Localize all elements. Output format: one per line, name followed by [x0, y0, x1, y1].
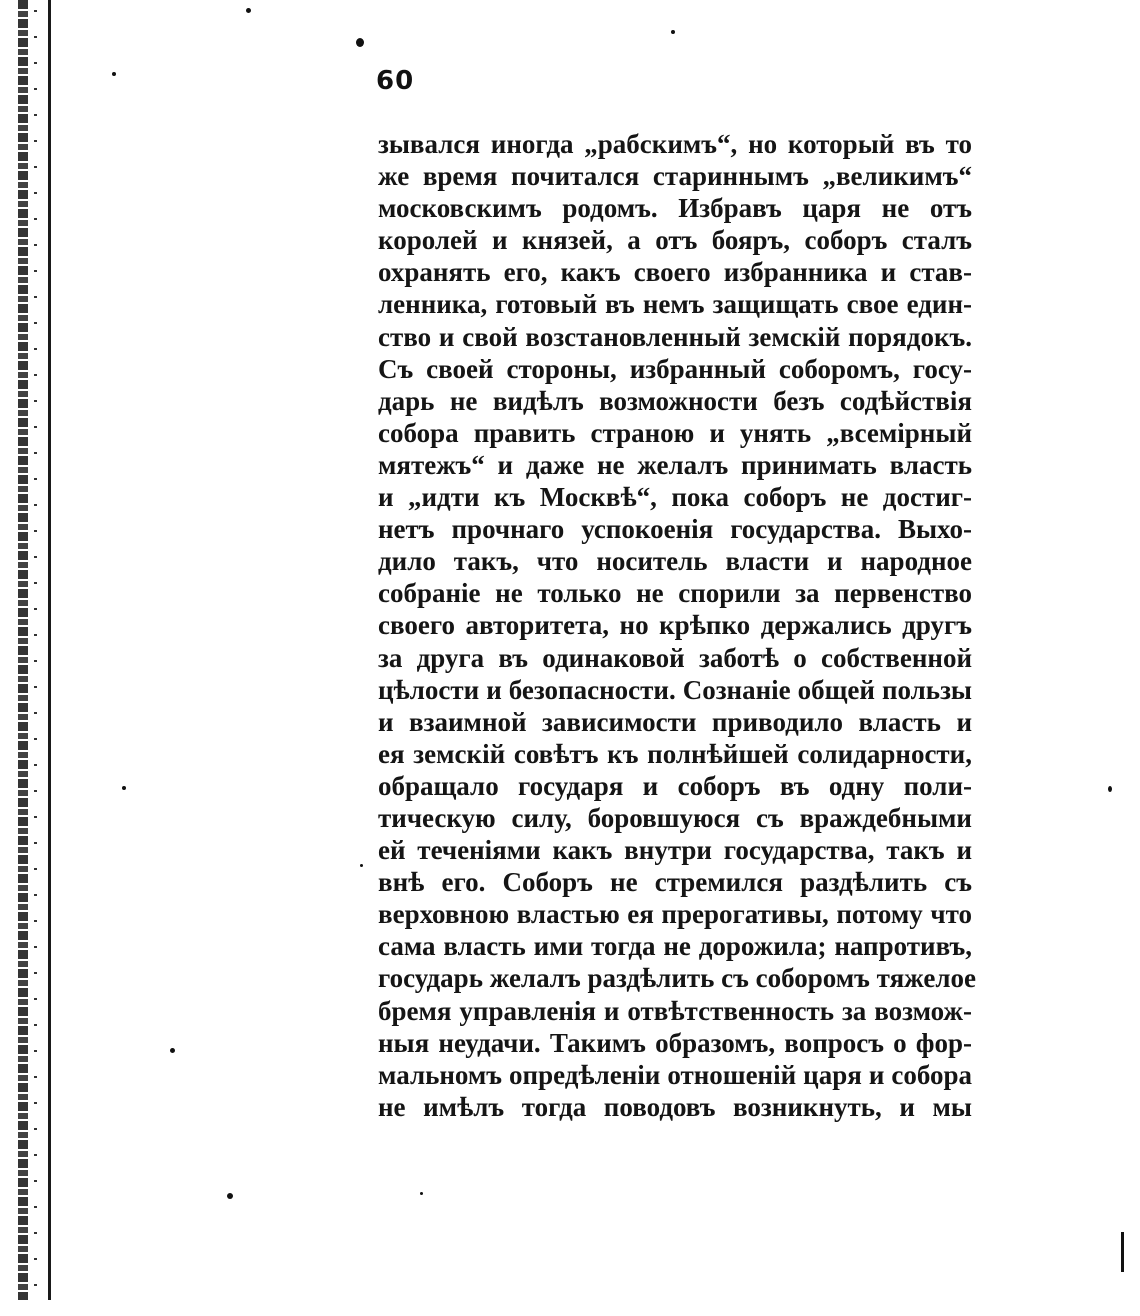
- text-line: цѣлости и безопасности. Сознаніе общей пользы: [378, 674, 972, 705]
- text-line: государь желалъ раздѣлить съ соборомъ тяжелое: [378, 963, 977, 994]
- text-line: собраніе не только не спорили за первенство: [378, 578, 972, 609]
- text-line: охранять его, какъ своего избранника и став-: [378, 257, 972, 288]
- text-line: не имѣлъ тогда поводовъ возникнуть, и мы: [378, 1091, 972, 1122]
- binding-rule: [48, 0, 51, 1300]
- text-line: обращало государя и соборъ въ одну поли-: [378, 770, 972, 801]
- scan-speck: [360, 864, 363, 867]
- text-line: королей и князей, а отъ бояръ, соборъ сталъ: [378, 225, 972, 256]
- text-line: нетъ прочнаго успокоенія государства. Выхо-: [378, 514, 972, 545]
- text-line: Съ своей стороны, избранный соборомъ, госу-: [378, 353, 972, 384]
- page-number: 60: [376, 66, 415, 96]
- text-line: сама власть ими тогда не дорожила; напротивъ,: [378, 931, 972, 962]
- scan-speck: [122, 786, 126, 790]
- scan-speck: [420, 1192, 423, 1195]
- text-line: ство и свой возстановленный земскій порядокъ.: [378, 321, 972, 352]
- text-line: ей теченіями какъ внутри государства, такъ и: [378, 835, 972, 866]
- scan-speck: [246, 8, 251, 13]
- text-line: мятежъ“ и даже не желалъ принимать власть: [378, 449, 972, 480]
- text-line: ныя неудачи. Такимъ образомъ, вопросъ о фор-: [378, 1027, 972, 1058]
- binding-edge: [18, 0, 28, 1300]
- binding-noise: [34, 10, 37, 1290]
- text-line: ленника, готовый въ немъ защищать свое един-: [378, 289, 972, 320]
- text-line: мальномъ опредѣленіи отношеній царя и собора: [378, 1059, 972, 1090]
- text-line: же время почитался стариннымъ „великимъ“: [378, 161, 972, 192]
- text-line: дило такъ, что носитель власти и народное: [378, 546, 972, 577]
- text-line: бремя управленія и отвѣтственность за возмож-: [378, 995, 972, 1026]
- text-line: дарь не видѣлъ возможности безъ содѣйствія: [378, 385, 972, 416]
- text-line: своего авторитета, но крѣпко держались другъ: [378, 610, 972, 641]
- text-line: московскимъ родомъ. Избравъ царя не отъ: [378, 193, 972, 224]
- scan-speck: [356, 38, 364, 47]
- scan-speck: [671, 30, 675, 34]
- text-line: и „идти къ Москвѣ“, пока соборъ не достиг-: [378, 482, 972, 513]
- scan-speck: [170, 1048, 175, 1053]
- text-line: зывался иногда „рабскимъ“, но который въ то: [378, 129, 972, 159]
- text-line: и взаимной зависимости приводило власть и: [378, 706, 972, 737]
- scan-edge-mark: [1121, 1232, 1124, 1272]
- text-line: тическую силу, боровшуюся съ враждебными: [378, 802, 972, 833]
- text-line: верховною властью ея прерогативы, потому что: [378, 899, 972, 930]
- text-line: собора править страною и унять „всемірный: [378, 417, 972, 448]
- text-line: за друга въ одинаковой заботѣ о собственной: [378, 642, 972, 673]
- text-line: внѣ его. Соборъ не стремился раздѣлить съ: [378, 867, 972, 898]
- scan-speck: [227, 1193, 233, 1199]
- text-line: ея земскій совѣтъ къ полнѣйшей солидарности,: [378, 738, 972, 769]
- scan-speck: [112, 72, 116, 76]
- scan-speck: [1108, 786, 1112, 792]
- body-text: [378, 128, 977, 1123]
